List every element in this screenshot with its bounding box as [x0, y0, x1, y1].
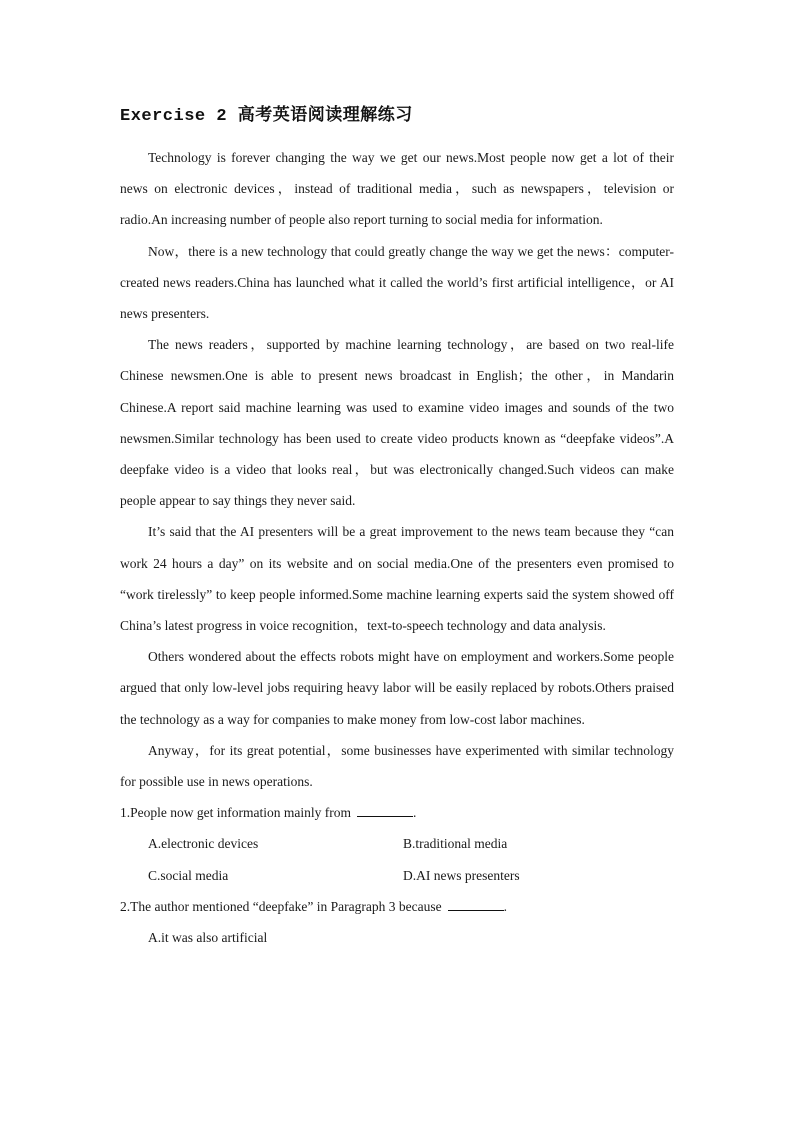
question-1-end: .: [412, 805, 417, 821]
paragraph-5: Others wondered about the effects robots might have on employment and workers.Some people argued that only low-level jobs requiring heavy labor will be easily replaced by robots.Others praised the technology as a way for companies to make money from low-cost labor machines.: [120, 649, 674, 727]
option-2a: A.it was also artificial: [148, 930, 268, 946]
option-1b: B.traditional media: [403, 836, 508, 852]
option-1d: D.AI news presenters: [403, 867, 520, 883]
option-1a: A.electronic devices: [148, 836, 259, 852]
document-page: [120, 102, 674, 953]
question-2: [120, 891, 674, 953]
question-2-end: .: [503, 898, 507, 914]
paragraph-1: Technology is forever changing the way we get our news.Most people now get a lot of their news on electronic devices，instead of traditional media，such as newspapers，television or radio.An increasing number of people also report turning to social media for information.: [120, 150, 674, 228]
question-1-text: 1.People now get information mainly from: [120, 805, 351, 821]
paragraph-3: The news readers，supported by machine learning technology，are based on two real-life Chinese newsmen.One is able to present news broadcast in English；the other，in Mandarin Chinese.A report said machine learning was used to examine video images and sounds of the two newsmen.Similar technology has been used to create video products known as “deepfake videos”.A deepfake video is a video that looks real，but was electronically changed.Such videos can make people appear to say things they never said.: [120, 337, 674, 509]
question-1: [120, 797, 674, 891]
question-2-stem: [120, 891, 674, 922]
question-1-stem: [120, 797, 674, 828]
answer-blank-1: [357, 802, 413, 817]
question-2-text: 2.The author mentioned “deepfake” in Paragraph 3 because: [120, 898, 442, 914]
exercise-title: Exercise 2 高考英语阅读理解练习: [120, 107, 413, 126]
reading-passage: [120, 142, 674, 797]
question-1-options: [120, 828, 674, 890]
answer-blank-2: [448, 896, 504, 911]
option-1c: C.social media: [148, 867, 229, 883]
paragraph-6: Anyway，for its great potential，some businesses have experimented with similar technology for possible use in news operations.: [120, 742, 674, 790]
paragraph-2: Now，there is a new technology that could greatly change the way we get the news：computer-created news readers.China has launched what it called the world’s first artificial intelligence，or AI news presenters.: [120, 243, 674, 322]
paragraph-4: It’s said that the AI presenters will be a great improvement to the news team because they “can work 24 hours a day” on its website and on social media.One of the presenters even promised to “work tirelessly” to keep people informed.Some machine learning experts said the system showed off China’s latest progress in voice recognition，text-to-speech technology and data analysis.: [120, 524, 674, 634]
